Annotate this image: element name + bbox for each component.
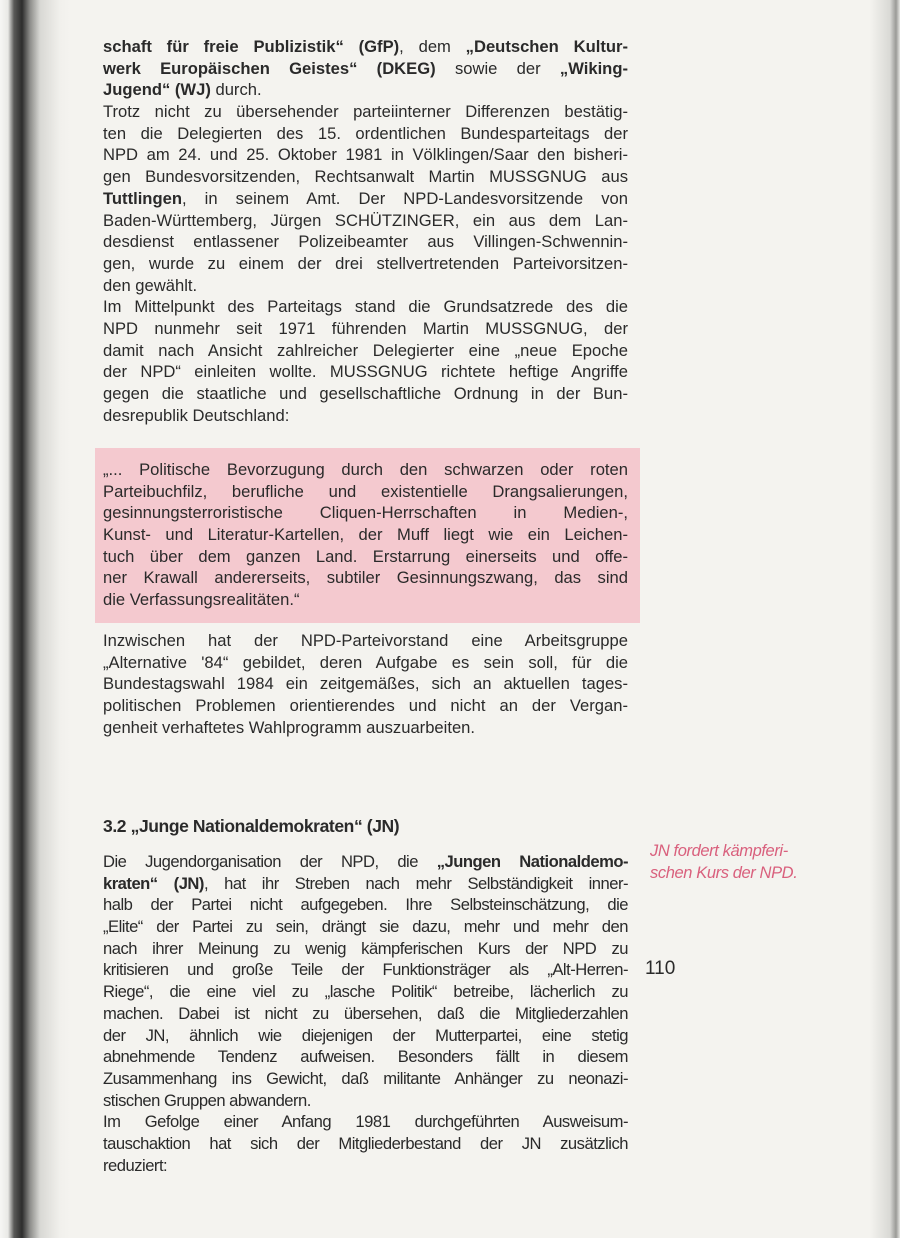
paragraph-after-quote [103,630,628,738]
text-line [103,546,628,568]
text-line [103,188,628,210]
text-run: durch. [210,80,262,100]
text-line [103,589,628,611]
text-line [103,1155,628,1177]
text-run: , hat ihr Streben nach mehr Selbständigkeit inner- [203,873,628,893]
text-run: der JN, ähnlich wie diejenigen der Mutterpartei, eine stetig [103,1025,628,1045]
text-run: damit nach Ansicht zahlreicher Delegierter eine „neue Epoche [103,340,628,360]
bold-text: „Wiking- [559,58,628,78]
text-run: Im Gefolge einer Anfang 1981 durchgeführten Ausweisum- [103,1112,628,1132]
margin-note-line: schen Kurs der NPD. [650,864,798,882]
text-run: gen, wurde zu einem der drei stellvertretenden Parteivorsitzen- [103,253,628,273]
text-line [103,673,628,695]
text-line [103,253,628,275]
text-line [103,981,628,1003]
text-line [103,630,628,652]
paragraph-jn [103,851,628,1176]
text-run: politischen Problemen orientierendes und nicht an der Vergan- [103,696,628,716]
margin-note-line: JN fordert kämpferi- [650,842,788,860]
text-run: desdienst entlassener Polizeibeamter aus Villingen-Schwennin- [103,232,628,252]
bold-text: „Deutschen Kultur- [465,37,628,56]
text-line [103,916,628,938]
margin-note [650,840,797,884]
text-line [103,695,628,717]
text-line [103,123,628,145]
text-line [103,873,628,895]
text-run: Parteibuchfilz, berufliche und existentielle Drangsalierungen, [103,481,628,501]
text-line [103,524,628,546]
text-run: nach ihrer Meinung zu wenig kämpferischen Kurs der NPD zu [103,938,628,958]
text-run: Baden-Württemberg, Jürgen SCHÜTZINGER, ein aus dem Lan- [103,210,628,230]
bold-text: Tuttlingen [103,188,182,208]
text-line [103,894,628,916]
text-line [103,361,628,383]
text-run: Die Jugendorganisation der NPD, die [103,852,437,871]
text-run: „Elite“ der Partei zu sein, drängt sie dazu, mehr und mehr den [103,917,628,937]
text-line [103,717,628,739]
page-number: 110 [645,958,676,979]
text-run: reduziert: [103,1155,168,1175]
text-run: Riege“, die eine viel zu „lasche Politik“ betreibe, lächerlich zu [103,982,628,1002]
text-run: gegen die staatliche und gesellschaftliche Ordnung in der Bun- [103,384,628,403]
text-run: machen. Dabei ist nicht zu übersehen, daß die Mitgliederzahlen [103,1003,628,1023]
text-run: gen Bundesvorsitzenden, Rechtsanwalt Martin MUSSGNUG aus [103,167,628,187]
text-run: desrepublik Deutschland: [103,405,290,425]
paragraph-intro [103,36,628,426]
text-line [103,340,628,362]
text-run: sowie der [435,58,560,78]
text-run: tauschaktion hat sich der Mitgliederbestand der JN zusätzlich [103,1133,628,1153]
text-run: , dem [399,37,466,56]
text-line [103,567,628,589]
text-run: , in seinem Amt. Der NPD-Landesvorsitzende von [181,188,628,208]
text-run: Inzwischen hat der NPD-Parteivorstand eine Arbeitsgruppe [103,631,628,650]
text-run: Im Mittelpunkt des Parteitags stand die Grundsatzrede des die [103,297,628,317]
bold-text: „Jungen Nationaldemo- [436,852,628,871]
scan-left-edge [0,0,70,1238]
text-run: die Verfassungsrealitäten.“ [103,590,300,610]
text-line [103,1133,628,1155]
paragraph-quote [103,459,628,611]
text-line [103,481,628,503]
text-line [103,851,628,873]
text-line [103,383,628,405]
bold-text: Jugend“ (WJ) [103,80,211,100]
text-run: gesinnungsterroristische Cliquen-Herrschaften in Medien-, [103,503,628,523]
bold-text: schaft für freie Publizistik“ (GfP) [103,37,400,56]
text-run: Zusammenhang ins Gewicht, daß militante Anhänger zu neonazi- [103,1068,628,1088]
text-line [103,1068,628,1090]
text-line [103,166,628,188]
text-run: ten die Delegierten des 15. ordentlichen Bundesparteitags der [103,123,628,143]
text-run: NPD nunmehr seit 1971 führenden Martin MUSSGNUG, der [103,318,628,338]
text-run: Trotz nicht zu übersehender parteiinterner Differenzen bestätig- [103,102,628,122]
text-run: „... Politische Bevorzugung durch den schwarzen oder roten [103,460,628,479]
text-line [103,144,628,166]
text-line [103,1090,628,1112]
bold-text: werk Europäischen Geistes“ (DKEG) [103,58,436,78]
scan-right-edge [870,0,900,1238]
text-line [103,296,628,318]
text-line [103,101,628,123]
text-run: den gewählt. [103,275,198,295]
text-run: NPD am 24. und 25. Oktober 1981 in Völklingen/Saar den bisheri- [103,145,628,165]
text-run: abnehmende Tendenz aufweisen. Besonders fällt in diesem [103,1047,628,1067]
text-line [103,36,628,58]
bold-text: kraten“ (JN) [103,873,204,893]
text-run: kritisieren und große Teile der Funktionsträger als „Alt-Herren- [103,960,628,980]
text-line [103,1025,628,1047]
text-line [103,275,628,297]
text-run: halb der Partei nicht aufgegeben. Ihre Selbsteinschätzung, die [103,895,628,915]
text-line [103,652,628,674]
text-line [103,79,628,101]
text-line [103,1046,628,1068]
text-line [103,231,628,253]
text-line [103,1003,628,1025]
text-run: „Alternative '84“ gebildet, deren Aufgabe es sein soll, für die [103,652,628,672]
text-line [103,959,628,981]
text-run: der NPD“ einleiten wollte. MUSSGNUG richtete heftige Angriffe [103,362,628,382]
text-run: tuch über dem ganzen Land. Erstarrung einerseits und offe- [103,546,628,566]
text-line [103,318,628,340]
text-line [103,502,628,524]
text-line [103,1111,628,1133]
text-line [103,210,628,232]
text-line [103,405,628,427]
text-run: genheit verhaftetes Wahlprogramm auszuarbeiten. [103,717,476,737]
text-line [103,58,628,80]
text-line [103,938,628,960]
text-run: stischen Gruppen abwandern. [103,1090,311,1110]
text-line [103,459,628,481]
text-run: ner Krawall andererseits, subtiler Gesinnungszwang, das sind [103,568,628,588]
text-run: Kunst- und Literatur-Kartellen, der Muff liegt wie ein Leichen- [103,525,628,545]
section-heading: 3.2 „Junge Nationaldemokraten“ (JN) [103,816,400,836]
text-run: Bundestagswahl 1984 ein zeitgemäßes, sich an aktuellen tages- [103,674,628,694]
